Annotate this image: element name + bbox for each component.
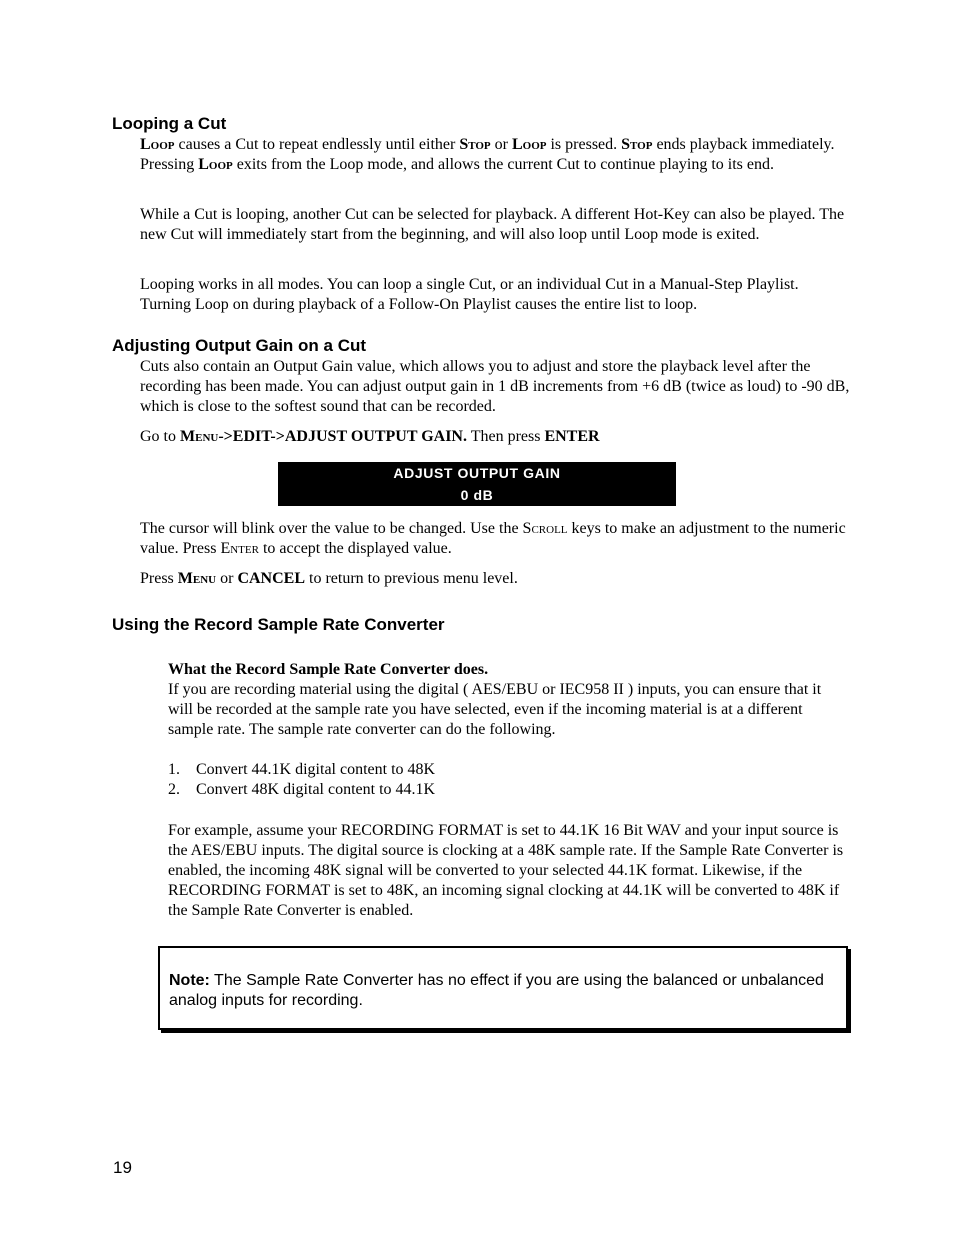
stop-key-label: Stop: [459, 136, 491, 153]
cancel-key-label: CANCEL: [237, 570, 305, 587]
enter-key-label: Enter: [220, 540, 259, 557]
src-paragraph-1: If you are recording material using the digital ( AES/EBU or IEC958 II ) inputs, you can ensure that it will be recorded at the sample rate you have selected, even if the incoming material is at a different sample rate. The sample rate converter can do the following.: [168, 681, 822, 738]
note-box: [158, 946, 848, 1030]
gain-paragraph-1: Cuts also contain an Output Gain value, which allows you to adjust and store the playback level after the recording has been made. You can adjust output gain in 1 dB increments from +6 dB (twice as loud) to -90 dB, which is close to the softest sound that can be recorded.: [140, 358, 850, 415]
loop-key-label: Loop: [198, 156, 233, 173]
page-number: 19: [113, 1158, 132, 1177]
gain-heading: Adjusting Output Gain on a Cut: [112, 336, 367, 355]
looping-paragraph-2: While a Cut is looping, another Cut can be selected for playback. A different Hot-Key can also be played. The new Cut will immediately start from the beginning, and will also loop until Loop mode is exited.: [140, 206, 845, 243]
list-item: 1. Convert 44.1K digital content to 48K: [168, 761, 436, 778]
gain-paragraph-3: Press Menu or CANCEL to return to previous menu level.: [140, 570, 518, 587]
lcd-value: 0 dB: [460, 487, 494, 503]
lcd-title: ADJUST OUTPUT GAIN: [393, 465, 561, 481]
looping-paragraph-3: Looping works in all modes. You can loop a single Cut, or an individual Cut in a Manual-Step Playlist. Turning Loop on during playback of a Follow-On Playlist causes the entire list to loop.: [140, 276, 799, 313]
menu-key-label: Menu: [180, 428, 219, 445]
scroll-key-label: Scroll: [522, 520, 568, 537]
looping-paragraph-1: Loop causes a Cut to repeat endlessly until either Stop or Loop is pressed. Stop ends playback immediately. Pressing Loop exits from the Loop mode, and allows the current Cut to continue playing to its end.: [140, 136, 835, 173]
list-item: 2. Convert 48K digital content to 44.1K: [168, 781, 436, 798]
menu-key-label: Menu: [177, 570, 217, 587]
enter-key-label: ENTER: [544, 428, 600, 445]
menu-path-label: ->EDIT->ADJUST OUTPUT GAIN.: [218, 428, 467, 445]
gain-menu-path: Go to Menu->EDIT->ADJUST OUTPUT GAIN. Then press ENTER: [140, 428, 600, 445]
src-heading: Using the Record Sample Rate Converter: [112, 615, 445, 634]
note-text: Note: The Sample Rate Converter has no effect if you are using the balanced or unbalanced analog inputs for recording.: [169, 972, 824, 1009]
looping-heading: Looping a Cut: [112, 114, 227, 133]
src-paragraph-2: For example, assume your RECORDING FORMAT is set to 44.1K 16 Bit WAV and your input source is the AES/EBU inputs. The digital source is clocking at a 48K sample rate. If the Sample Rate Converter is enabled, the incoming 48K signal will be converted to your selected 44.1K format. Likewise, if the RECORDING FORMAT is set to 48K, an incoming signal clocking at 44.1K will be converted to 48K if the Sample Rate Converter is enabled.: [168, 822, 844, 919]
lcd-display: [278, 462, 676, 506]
gain-paragraph-2: The cursor will blink over the value to be changed. Use the Scroll keys to make an adjustment to the numeric value. Press Enter to accept the displayed value.: [140, 520, 846, 557]
src-subheading: What the Record Sample Rate Converter does.: [168, 661, 489, 678]
loop-key-label: Loop: [140, 136, 175, 153]
note-label: Note:: [169, 972, 210, 989]
stop-key-label: Stop: [621, 136, 653, 153]
conversion-list: [168, 760, 435, 800]
loop-key-label: Loop: [511, 136, 547, 153]
